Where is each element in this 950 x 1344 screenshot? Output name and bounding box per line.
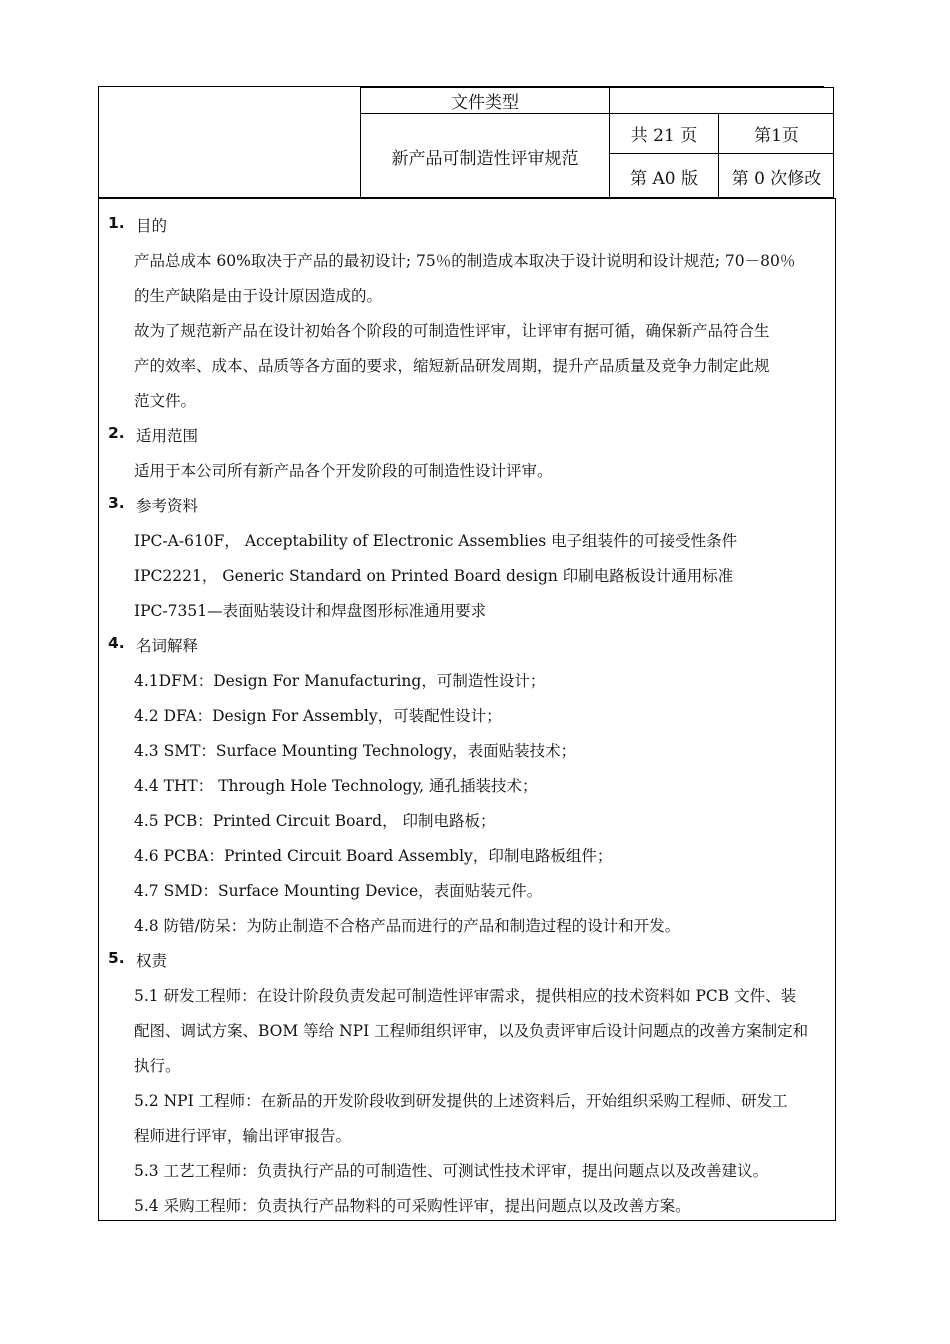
- reference-item: IPC-A-610F， Acceptability of Electronic Assemblies 电子组装件的可接受性条件: [134, 532, 738, 550]
- responsibility-line: 程师进行评审，输出评审报告。: [134, 1127, 352, 1145]
- section-number: 3.: [108, 494, 125, 512]
- doc-type-value: [610, 87, 834, 113]
- definition-item: 4.1DFM：Design For Manufacturing，可制造性设计；: [134, 672, 546, 690]
- section-title: 参考资料: [136, 497, 199, 515]
- responsibility-line: 配图、调试方案、BOM 等给 NPI 工程师组织评审，以及负责评审后设计问题点的改善方案制定和: [134, 1022, 809, 1040]
- section-number: 5.: [108, 949, 125, 967]
- paragraph-line: 适用于本公司所有新产品各个开发阶段的可制造性设计评审。: [134, 462, 553, 480]
- paragraph-line: 故为了规范新产品在设计初始各个阶段的可制造性评审，让评审有据可循，确保新产品符合生: [134, 322, 770, 340]
- paragraph-line: 的生产缺陷是由于设计原因造成的。: [134, 287, 383, 305]
- section-title: 权责: [136, 952, 168, 970]
- definition-item: 4.6 PCBA：Printed Circuit Board Assembly，印制电路板组件；: [134, 847, 613, 865]
- doc-type-label: 文件类型: [451, 92, 519, 113]
- section-number: 2.: [108, 424, 125, 442]
- definition-item: 4.8 防错/防呆：为防止制造不合格产品而进行的产品和制造过程的设计和开发。: [134, 917, 681, 935]
- definition-item: 4.4 THT： Through Hole Technology, 通孔插装技术；: [134, 777, 538, 795]
- section-title: 名词解释: [136, 637, 199, 655]
- total-pages: 共 21 页: [630, 126, 698, 146]
- section-title: 目的: [136, 217, 168, 235]
- definition-item: 4.2 DFA：Design For Assembly，可装配性设计；: [134, 707, 502, 725]
- responsibility-line: 5.2 NPI 工程师：在新品的开发阶段收到研发提供的上述资料后，开始组织采购工程师、研发工: [134, 1092, 788, 1110]
- version: 第 A0 版: [630, 168, 698, 189]
- definition-item: 4.5 PCB：Printed Circuit Board， 印制电路板；: [134, 812, 496, 830]
- paragraph-line: 范文件。: [134, 392, 197, 410]
- reference-item: IPC2221， Generic Standard on Printed Board design 印刷电路板设计通用标准: [134, 567, 734, 585]
- definition-item: 4.7 SMD：Surface Mounting Device，表面贴装元件。: [134, 882, 543, 900]
- paragraph-line: 产品总成本 60%取决于产品的最初设计; 75％的制造成本取决于设计说明和设计规范; 70－80％: [134, 252, 796, 270]
- section-number: 1.: [108, 214, 125, 232]
- revision: 第 0 次修改: [731, 168, 822, 189]
- document-title: 新产品可制造性评审规范: [391, 148, 579, 169]
- paragraph-line: 产的效率、成本、品质等各方面的要求，缩短新品研发周期，提升产品质量及竞争力制定此规: [134, 357, 770, 375]
- responsibility-line: 5.3 工艺工程师：负责执行产品的可制造性、可测试性技术评审，提出问题点以及改善建议。: [134, 1162, 769, 1180]
- section-number: 4.: [108, 634, 125, 652]
- page-number: 第1页: [754, 126, 799, 146]
- document-header: [98, 87, 834, 198]
- section-title: 适用范围: [136, 427, 199, 445]
- responsibility-line: 执行。: [134, 1057, 181, 1075]
- responsibility-line: 5.1 研发工程师：在设计阶段负责发起可制造性评审需求，提供相应的技术资料如 PCB 文件、装: [134, 987, 797, 1005]
- reference-item: IPC-7351—表面贴装设计和焊盘图形标准通用要求: [134, 602, 487, 620]
- definition-item: 4.3 SMT：Surface Mounting Technology，表面贴装技术；: [134, 742, 577, 760]
- responsibility-line: 5.4 采购工程师：负责执行产品物料的可采购性评审，提出问题点以及改善方案。: [134, 1197, 691, 1215]
